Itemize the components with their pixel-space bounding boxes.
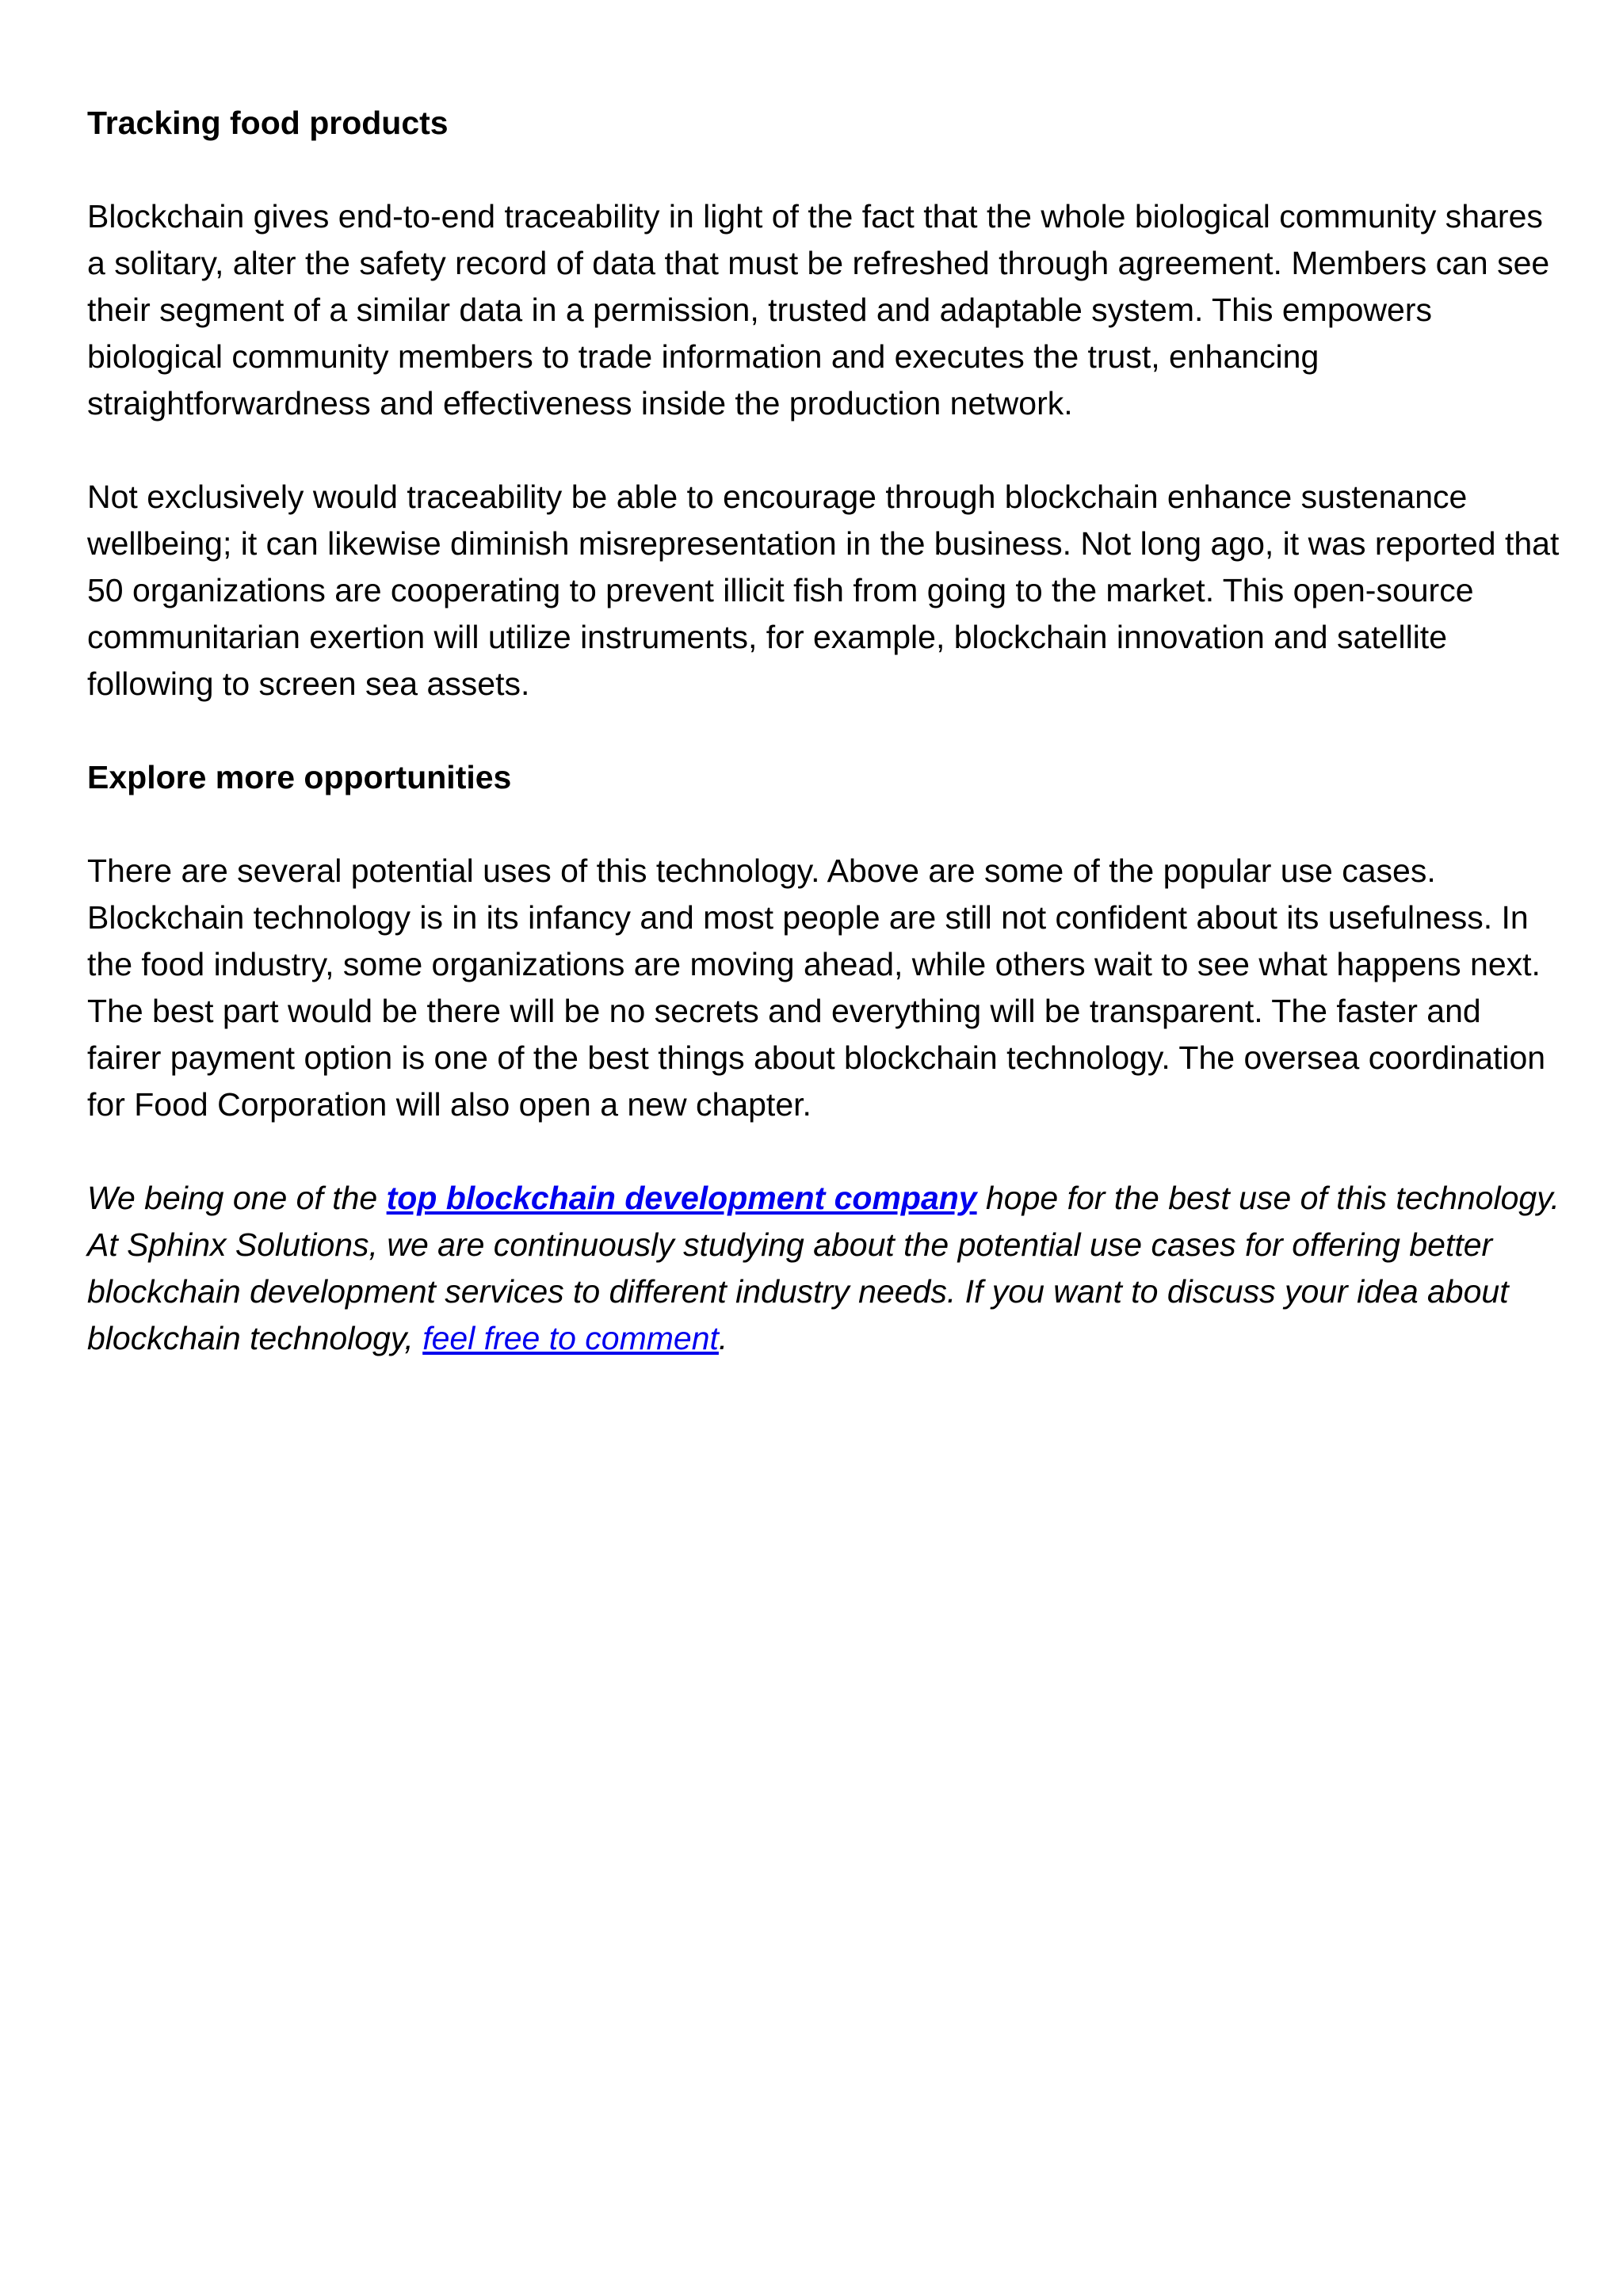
closing-text-end: . <box>718 1320 728 1356</box>
feel-free-to-comment-link[interactable]: feel free to comment <box>422 1320 719 1356</box>
paragraph-closing <box>87 1175 1561 1362</box>
paragraph-fraud-reduction: Not exclusively would traceability be able to encourage through blockchain enhance sustenance wellbeing; it can likewise diminish misrepresentation in the business. Not long ago, it was reported that 50 organizations are cooperating to prevent illicit fish from going to the market. This open-source communitarian exertion will utilize instruments, for example, blockchain innovation and satellite following to screen sea assets. <box>87 479 1560 702</box>
closing-text-middle: hope for the best use of this technology. At Sphinx Solutions, we are continuously studying about the potential use cases for offering better blockchain development services to different industry needs. If you want to discuss your idea about blockchain technology, <box>87 1180 1560 1356</box>
document-page <box>87 100 1561 1409</box>
paragraph-traceability: Blockchain gives end-to-end traceability in light of the fact that the whole biological community shares a solitary, alter the safety record of data that must be refreshed through agreement. Members can see their segment of a similar data in a permission, trusted and adaptable system. This empowers biological community members to trade information and executes the trust, enhancing straightforwardness and effectiveness inside the production network. <box>87 198 1550 421</box>
section-heading-tracking: Tracking food products <box>87 105 449 141</box>
paragraph-potential-uses: There are several potential uses of this technology. Above are some of the popular use cases. Blockchain technology is in its infancy and most people are still not confident about its usefulness. In the food industry, some organizations are moving ahead, while others wait to see what happens next. The best part would be there will be no secrets and everything will be transparent. The faster and fairer payment option is one of the best things about blockchain technology. The oversea coordination for Food Corporation will also open a new chapter. <box>87 852 1546 1123</box>
closing-text-start: We being one of the <box>87 1180 387 1216</box>
section-heading-opportunities: Explore more opportunities <box>87 759 512 795</box>
top-blockchain-company-link[interactable]: top blockchain development company <box>386 1180 977 1216</box>
